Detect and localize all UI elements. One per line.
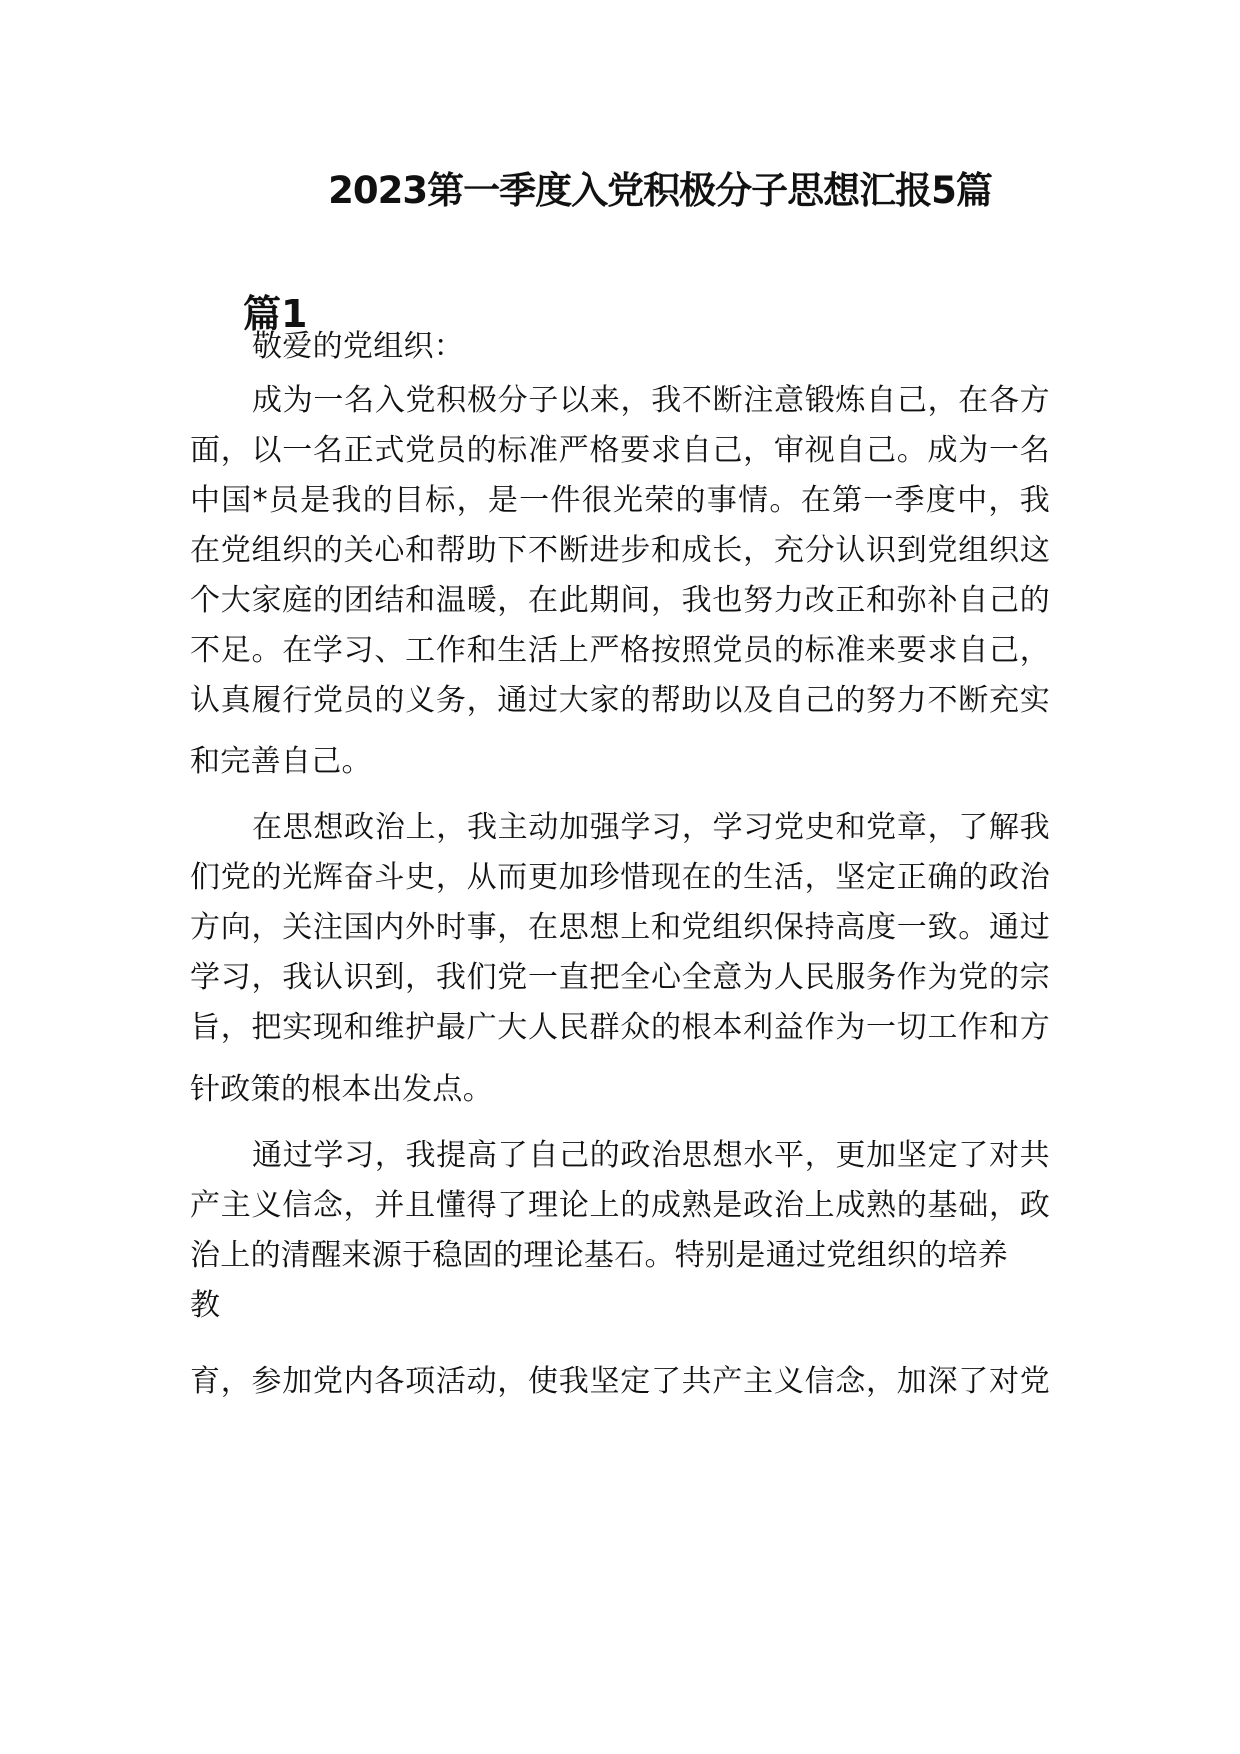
paragraph-1-line: 成为一名入党积极分子以来，我不断注意锻炼自己，在各方 xyxy=(252,383,1050,418)
paragraph-3-line: 教 xyxy=(190,1288,221,1323)
paragraph-2-line: 针政策的根本出发点。 xyxy=(190,1072,493,1107)
paragraph-2-line: 方向，关注国内外时事，在思想上和党组织保持高度一致。通过 xyxy=(190,910,1050,945)
paragraph-1-line: 和完善自己。 xyxy=(190,744,372,779)
paragraph-3-line: 产主义信念，并且懂得了理论上的成熟是政治上成熟的基础，政 xyxy=(190,1188,1050,1223)
paragraph-1-line: 面，以一名正式党员的标准严格要求自己，审视自己。成为一名 xyxy=(190,433,1050,468)
paragraph-2-line: 在思想政治上，我主动加强学习，学习党史和党章，了解我 xyxy=(252,810,1050,845)
document-title: 2023第一季度入党积极分子思想汇报5篇 xyxy=(328,169,992,212)
section-heading: 篇1 xyxy=(243,292,308,336)
paragraph-1-line: 认真履行党员的义务，通过大家的帮助以及自己的努力不断充实 xyxy=(190,683,1050,718)
paragraph-3-line: 治上的清醒来源于稳固的理论基石。特别是通过党组织的培养 xyxy=(190,1238,1009,1273)
paragraph-1-line: 中国*员是我的目标，是一件很光荣的事情。在第一季度中，我 xyxy=(190,483,1050,518)
paragraph-3-line: 通过学习，我提高了自己的政治思想水平，更加坚定了对共 xyxy=(252,1138,1050,1173)
paragraph-1-line: 在党组织的关心和帮助下不断进步和成长，充分认识到党组织这 xyxy=(190,533,1050,568)
paragraph-1-line: 不足。在学习、工作和生活上严格按照党员的标准来要求自己， xyxy=(190,633,1050,668)
paragraph-2-line: 们党的光辉奋斗史，从而更加珍惜现在的生活，坚定正确的政治 xyxy=(190,860,1050,895)
salutation: 敬爱的党组织： xyxy=(252,329,465,364)
paragraph-2-line: 学习，我认识到，我们党一直把全心全意为人民服务作为党的宗 xyxy=(190,960,1050,995)
paragraph-3-line: 育，参加党内各项活动，使我坚定了共产主义信念，加深了对党 xyxy=(190,1364,1050,1399)
paragraph-2-line: 旨，把实现和维护最广大人民群众的根本利益作为一切工作和方 xyxy=(190,1010,1050,1045)
paragraph-1-line: 个大家庭的团结和温暖，在此期间，我也努力改正和弥补自己的 xyxy=(190,583,1050,618)
